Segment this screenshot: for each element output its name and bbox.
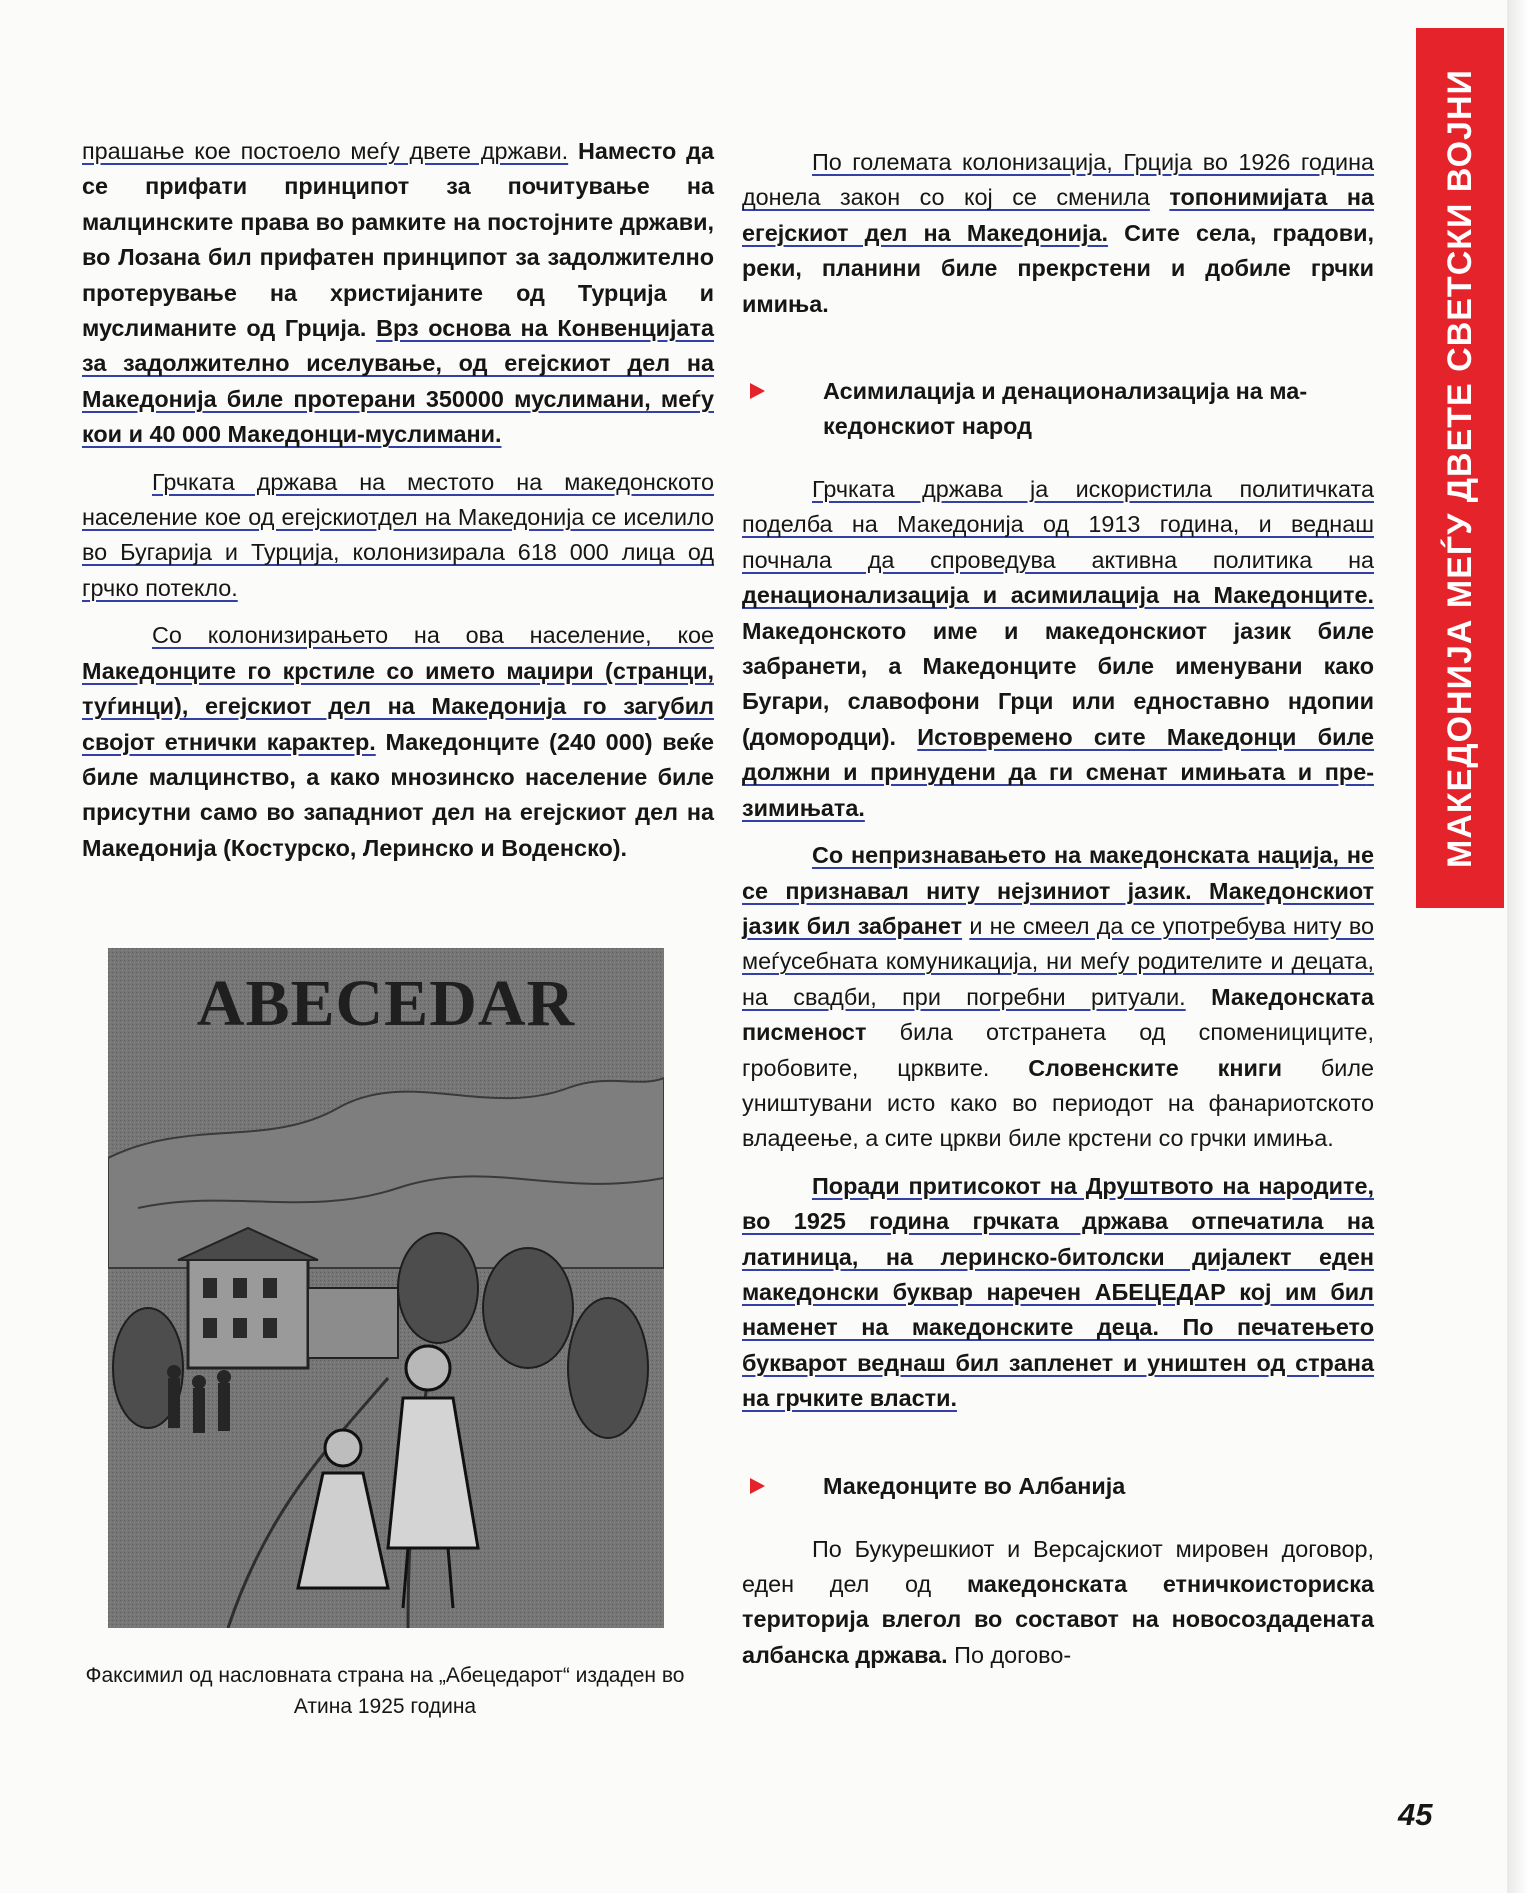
right-p3-text-1: била отстранета од споменициците, гробовите, црквите. bbox=[742, 1019, 1374, 1081]
right-paragraph-3 bbox=[742, 838, 1374, 1157]
right-p3-bold-1: Македонската писменост bbox=[742, 983, 1375, 1046]
right-p2-highlight-2: Истовремено сите Македонци биле должни и принудени да ги сменат имињата и презимињата. bbox=[742, 723, 1375, 821]
right-p5-bold: македонската етничкоисториска територија влегол во составот на новосоздадената албанска држава. bbox=[742, 1571, 1374, 1668]
abecedar-cover-image bbox=[108, 948, 664, 1628]
right-p1-highlight: топонимијата на егејскиот дел на Македонија. bbox=[742, 184, 1374, 246]
section-heading-assimilation-text: Асимилација и денационализација на македонскиот народ bbox=[823, 378, 1308, 440]
left-column bbox=[82, 134, 714, 866]
right-p1-line-a: По големата колонизација, Грција во 1926 година донела закон со кој се сменила bbox=[742, 149, 1374, 211]
right-p4-highlight: Поради притисокот на Друштвото на народите, во 1925 година грчката држава отпечатила на латиница, на леринско-битолски дијалект еден македонски буквар наречен АБЕЦЕДАР кој им бил наменет на македонските деца. По печатењето букварот веднаш бил запленет и уништен од страна на грчките власти. bbox=[742, 1172, 1374, 1412]
abecedar-illustration bbox=[108, 948, 664, 1628]
left-p1-highlight: Врз основа на Конвенцијата за задолжително иселување, од егејскиот дел на Македонија биле протерани 350000 муслимани, меѓу кои и 40 000 Македонци-муслимани. bbox=[82, 315, 715, 448]
figure-caption: Факсимил од насловната страна на „Абецедарот“ издаден во Атина 1925 година bbox=[85, 1664, 685, 1718]
left-paragraph-1 bbox=[82, 134, 714, 453]
right-p1-bold: Сите села, градови, реки, планини биле прекрстени и добиле грчки имиња. bbox=[742, 219, 1374, 317]
section-heading-assimilation bbox=[742, 374, 1374, 444]
section-heading-albania bbox=[742, 1469, 1374, 1504]
right-p2-line-a: Грчката држава ја искористила политичката поделба на Македонија од 1913 година, и веднаш почнала да спроведува активна политика на bbox=[742, 476, 1374, 573]
right-p2-highlight: денационализација и асимилација на Македонците. bbox=[742, 582, 1374, 609]
abecedar-cover-title: ABECEDAR bbox=[196, 967, 576, 1040]
right-p3-bold-2: Словенските книги bbox=[1028, 1054, 1282, 1081]
right-p3-line-b: и не смеел да се употребува ниту во меѓусебната комуникација, ни меѓу родителите и децата, на свадби, при погребни ритуали. bbox=[742, 912, 1375, 1010]
right-p3-text-2: биле уништувани исто како во периодот на фанариотското владеење, а сите цркви биле крстени со грчки имиња. bbox=[742, 1054, 1375, 1152]
left-p3-bold: Македонците (240 000) веќе биле малцинство, а како мнозинско население биле присутни само во западниот дел на егејскиот дел на Македонија (Костурско, Леринско и Воденско). bbox=[82, 728, 715, 861]
left-paragraph-2: Грчката држава на местото на македонското население кое од егејскиотдел на Македонија се иселило во Бугарија и Турција, колонизирала 618 000 лица од грчко потекло. bbox=[82, 468, 714, 601]
left-p3-line-a: Со колонизирањето на ова население, кое bbox=[152, 622, 714, 649]
right-paragraph-5 bbox=[742, 1532, 1374, 1674]
right-p5-text-a: По Букурешкиот и Версајскиот мировен договор, еден дел од bbox=[742, 1535, 1374, 1597]
side-chapter-title: МАКЕДОНИЈА МЕЃУ ДВЕТЕ СВЕТСКИ ВОЈНИ bbox=[1440, 68, 1479, 868]
right-paragraph-1 bbox=[742, 145, 1374, 322]
right-paragraph-4 bbox=[742, 1169, 1374, 1417]
right-p5-text-c: По догово- bbox=[954, 1641, 1072, 1668]
left-p1-line-a: прашање кое постоело меѓу двете држави. bbox=[82, 138, 569, 164]
section-heading-albania-text: Македонците во Албанија bbox=[823, 1472, 1126, 1499]
side-chapter-banner bbox=[1416, 28, 1504, 908]
left-p3-highlight: Македонците го крстиле со името маџири (странци, туѓинци), егејскиот дел на Македонија го загубил својот етнички карактер. bbox=[82, 657, 714, 755]
right-p3-highlight: Со непризнавањето на македонската нација, не се признавал ниту нејзиниот јазик. Македонскиот јазик бил забранет bbox=[742, 842, 1374, 939]
left-p1-bold: Наместо да се прифати принципот за почитување на малцинските права во рамките на постојните држави, во Лозана бил прифатен принципот за задолжително протерување на христијаните од Турција и муслиманите од Грција. bbox=[82, 138, 715, 342]
right-column bbox=[742, 145, 1374, 1673]
red-triangle-bullet-icon bbox=[750, 1478, 765, 1494]
page-number: 45 bbox=[1398, 1797, 1433, 1832]
red-triangle-bullet-icon bbox=[750, 383, 765, 399]
right-p2-bold: Македонското име и македонскиот јазик биле забранети, а Македонците биле именувани како Бугари, славофони Грци или едноставно ндопии (домородци). bbox=[742, 617, 1374, 750]
right-paragraph-2 bbox=[742, 472, 1374, 826]
page-edge-shadow bbox=[1507, 0, 1529, 1893]
left-paragraph-3 bbox=[82, 618, 714, 866]
